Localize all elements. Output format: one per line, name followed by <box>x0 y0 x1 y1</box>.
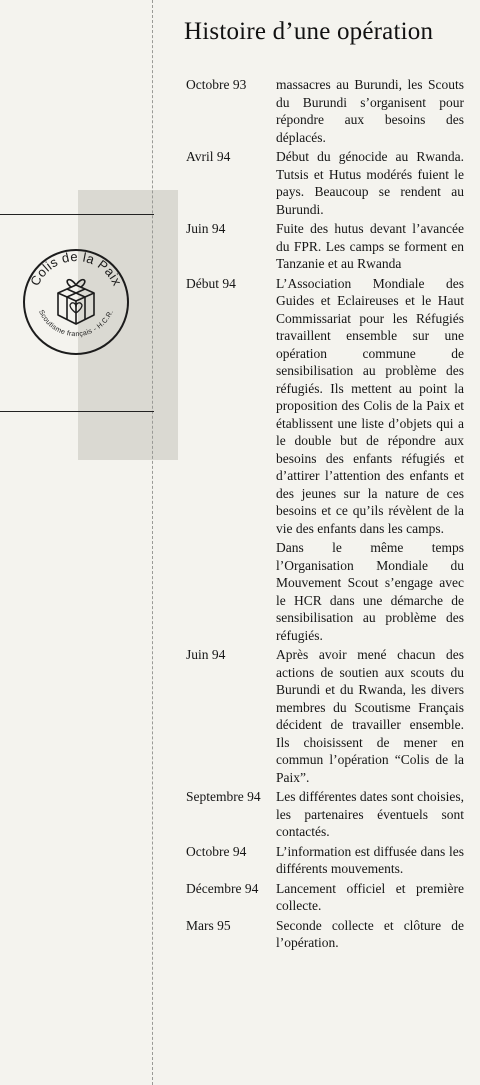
timeline-entry <box>186 275 464 538</box>
timeline-date: Octobre 94 <box>186 843 247 859</box>
timeline-text: Après avoir mené chacun des actions de soutien aux scouts du Burundi et du Rwanda, les divers membres du Scoutisme Français décident de travailler ensemble. Ils choisissent de mener en commun l’opération “Colis de la Paix”. <box>276 647 464 785</box>
timeline-entry <box>186 788 464 841</box>
document-title: Histoire d’une opération <box>184 18 434 45</box>
timeline-text: massacres au Burundi, les Scouts du Burundi s’organisent pour répondre aux besoins des déplacés. <box>276 77 464 145</box>
timeline-entry <box>186 646 464 786</box>
timeline-date: Début 94 <box>186 275 236 291</box>
timeline-text: L’information est diffusée dans les différents mouvements. <box>276 843 464 876</box>
colis-de-la-paix-logo <box>21 247 131 357</box>
svg-text:Scoutisme français - H.C.R.: Scoutisme français - H.C.R. <box>37 308 115 339</box>
timeline-text: L’Association Mondiale des Guides et Eclaireuses et le Haut Commissariat pour les Réfugiés travaillent ensemble sur une opération commune de sensibilisation au problème des réfugiés. Ils mettent au point la proposition des Colis de la Paix et établissent une liste d’objets qui a le double but de répondre aux besoins des enfants réfugiés et d’attirer l’attention des enfants et des jeunes sur la nature de ces besoins et ce qu’ils révèlent de la vie des enfants dans les camps. <box>276 275 464 536</box>
timeline-date: Décembre 94 <box>186 880 259 896</box>
timeline-entry <box>186 148 464 218</box>
timeline-entry <box>186 917 464 952</box>
timeline-text: Fuite des hutus devant l’avancée du FPR. Les camps se forment en Tanzanie et au Rwanda <box>276 221 464 271</box>
timeline-text: Lancement officiel et première collecte. <box>276 880 464 913</box>
timeline-date: Avril 94 <box>186 149 231 164</box>
timeline-date: Juin 94 <box>186 221 226 236</box>
timeline <box>186 76 464 954</box>
timeline-text: Début du génocide au Rwanda. Tutsis et Hutus modérés fuient le pays. Beaucoup se rendent au Burundi. <box>276 149 464 217</box>
timeline-entry <box>186 220 464 273</box>
timeline-date: Septembre 94 <box>186 789 261 804</box>
timeline-date: Octobre 93 <box>186 77 247 92</box>
timeline-entry <box>186 76 464 146</box>
timeline-text: Seconde collecte et clôture de l’opération. <box>276 917 464 950</box>
divider-rule-top <box>0 214 154 215</box>
page-fold-line <box>152 0 153 1085</box>
timeline-entry-continued <box>186 539 464 644</box>
timeline-text: Dans le même temps l’Organisation Mondiale du Mouvement Scout s’engage avec le HCR dans une démarche de sensibilisation au problème des réfugiés. <box>276 540 464 643</box>
timeline-date: Juin 94 <box>186 647 226 662</box>
logo-emblem-icon <box>21 247 131 357</box>
timeline-text: Les différentes dates sont choisies, les partenaires éventuels sont contactés. <box>276 789 464 839</box>
timeline-entry <box>186 843 464 878</box>
timeline-entry <box>186 880 464 915</box>
divider-rule-bottom <box>0 411 154 412</box>
svg-text:Colis de la Paix: Colis de la Paix <box>27 248 125 289</box>
timeline-date: Mars 95 <box>186 917 231 933</box>
